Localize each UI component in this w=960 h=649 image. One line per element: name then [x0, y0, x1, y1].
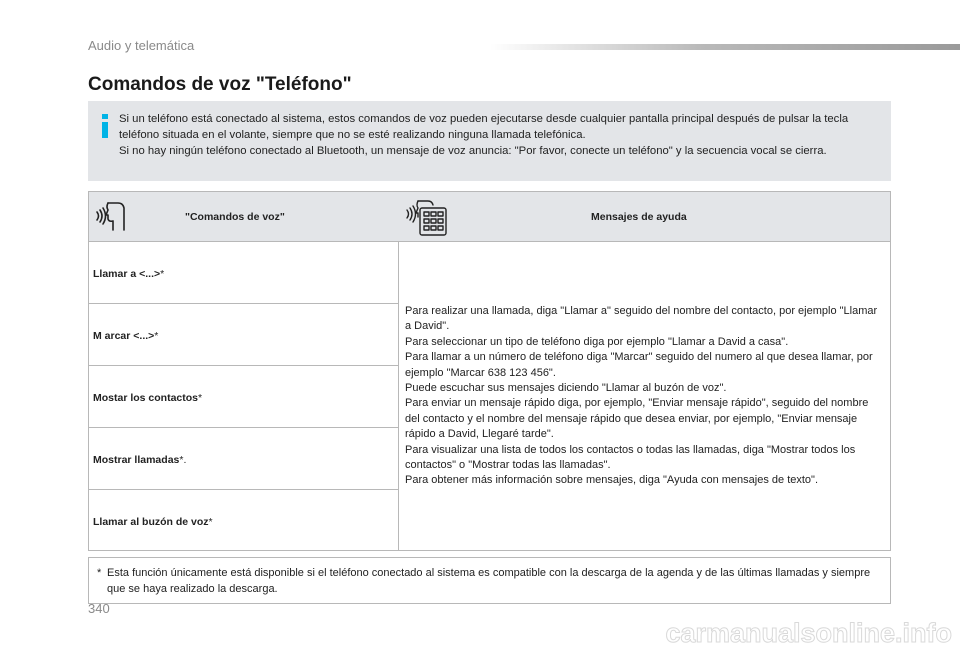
- help-text: [405, 304, 881, 489]
- voice-commands-table: [88, 191, 891, 551]
- footnote-text: Esta función únicamente está disponible si el teléfono conectado al sistema es compatible con la descarga de la agenda y de las últimas llamadas y siempre que se haya realizado la descarga.: [107, 567, 871, 595]
- info-text: [119, 111, 879, 159]
- command-label: Llamar al buzón de voz: [93, 516, 209, 528]
- watermark-text: carmanualsonline.info: [665, 618, 952, 648]
- voice-speech-icon: [95, 197, 131, 233]
- help-line: Puede escuchar sus mensajes diciendo "Llamar al buzón de voz".: [405, 382, 727, 395]
- footnote-box: [88, 557, 891, 604]
- table-header-commands: [89, 192, 400, 241]
- info-icon: [100, 114, 110, 138]
- help-line: Para llamar a un número de teléfono diga "Marcar" seguido del numero al que desea llamar, por ejemplo "Marcar 638 123 456".: [405, 351, 873, 379]
- section-label: Audio y telemática: [88, 38, 195, 53]
- command-footnote-marker: *.: [179, 454, 187, 466]
- command-label: Mostar los contactos: [93, 392, 199, 404]
- command-footnote-marker: *: [160, 268, 165, 280]
- help-header-label: Mensajes de ayuda: [591, 211, 687, 223]
- command-footnote-marker: *: [154, 330, 159, 342]
- help-line: Para realizar una llamada, diga "Llamar a" seguido del nombre del contacto, por ejemplo "Llamar a David".: [405, 305, 878, 333]
- watermark-logo: [608, 616, 960, 649]
- page-title: Comandos de voz "Teléfono": [88, 74, 352, 95]
- info-paragraph: Si no hay ningún teléfono conectado al Bluetooth, un mensaje de voz anuncia: "Por favor, conecte un teléfono" y la secuencia vocal se cierra.: [119, 145, 827, 157]
- command-label: Mostrar llamadas: [93, 454, 180, 466]
- footnote-marker: *: [97, 567, 102, 579]
- command-footnote-marker: *: [208, 516, 213, 528]
- help-messages-cell: [399, 241, 890, 550]
- table-row: [89, 366, 398, 428]
- table-row: [89, 490, 398, 552]
- help-line: Para visualizar una lista de todos los contactos o todas las llamadas, diga "Mostrar todos los contactos" o "Mostrar todas las llamadas".: [405, 443, 856, 472]
- command-label: M arcar <...>: [93, 330, 155, 342]
- command-footnote-marker: *: [198, 392, 203, 404]
- table-header-help: [399, 192, 890, 241]
- page-number: 340: [88, 601, 110, 616]
- table-row: [89, 428, 398, 490]
- help-line: Para obtener más información sobre mensajes, diga "Ayuda con mensajes de texto".: [405, 474, 818, 487]
- table-row: [89, 242, 398, 304]
- help-line: Para seleccionar un tipo de teléfono diga por ejemplo "Llamar a David a casa".: [405, 335, 789, 348]
- voice-keypad-icon: [405, 197, 447, 237]
- info-box: [88, 101, 891, 181]
- header-rule: [490, 44, 960, 50]
- help-line: Para enviar un mensaje rápido diga, por ejemplo, "Enviar mensaje rápido", seguido del nombre del contacto y el nombre del mensaje rápido que desea enviar, por ejemplo, "Enviar mensaje rápido a David, Llegaré tarde".: [405, 397, 869, 441]
- commands-column: [89, 241, 399, 550]
- command-label: Llamar a <...>: [93, 268, 161, 280]
- commands-header-label: "Comandos de voz": [185, 211, 285, 223]
- table-row: [89, 304, 398, 366]
- info-paragraph: Si un teléfono está conectado al sistema, estos comandos de voz pueden ejecutarse desde cualquier pantalla principal después de pulsar la tecla teléfono situada en el volante, siempre que no se esté realizando ninguna llamada telefónica.: [119, 113, 849, 141]
